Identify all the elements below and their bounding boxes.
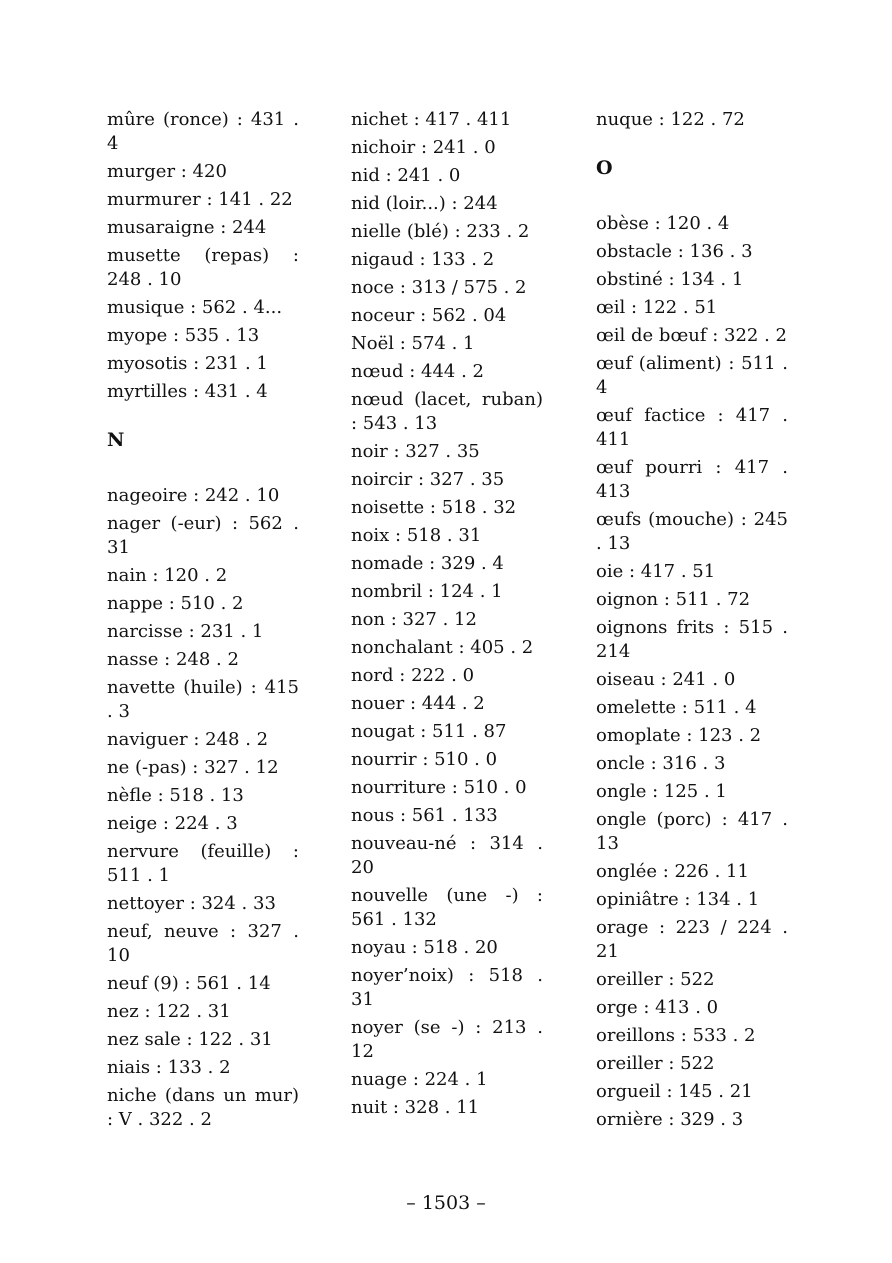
- index-entry: nigaud : 133 . 2: [351, 249, 495, 270]
- index-entry: oncle : 316 . 3: [596, 753, 726, 774]
- index-entry: orge : 413 . 0: [596, 997, 719, 1018]
- index-entry: nuage : 224 . 1: [351, 1069, 488, 1090]
- index-entry: omelette : 511 . 4: [596, 697, 757, 718]
- index-entry: noisette : 518 . 32: [351, 497, 517, 518]
- index-entry: nord : 222 . 0: [351, 665, 475, 686]
- index-entry: nuque : 122 . 72: [596, 109, 745, 130]
- index-entry: ongle (porc) : 417 . 13: [596, 809, 788, 854]
- index-entry: nouveau-né : 314 . 20: [351, 833, 543, 878]
- index-entry: murger : 420: [107, 161, 227, 182]
- index-entry: nombril : 124 . 1: [351, 581, 503, 602]
- index-entry: noceur : 562 . 04: [351, 305, 507, 326]
- index-entry: nomade : 329 . 4: [351, 553, 504, 574]
- index-entry: neuf (9) : 561 . 14: [107, 973, 271, 994]
- index-column-1: [107, 108, 299, 1136]
- index-entry: noce : 313 / 575 . 2: [351, 277, 527, 298]
- page-number: – 1503 –: [406, 1192, 486, 1214]
- index-entry: nougat : 511 . 87: [351, 721, 507, 742]
- index-entry: omoplate : 123 . 2: [596, 725, 762, 746]
- index-entry: ongle : 125 . 1: [596, 781, 727, 802]
- index-entry: murmurer : 141 . 22: [107, 189, 293, 210]
- index-entry: oiseau : 241 . 0: [596, 669, 736, 690]
- index-entry: nain : 120 . 2: [107, 565, 228, 586]
- index-entry: ornière : 329 . 3: [596, 1109, 744, 1130]
- index-entry: œuf factice : 417 . 411: [596, 405, 788, 450]
- index-entry: non : 327 . 12: [351, 609, 477, 630]
- index-entry: nez sale : 122 . 31: [107, 1029, 273, 1050]
- index-entry: ne (-pas) : 327 . 12: [107, 757, 279, 778]
- index-entry: nasse : 248 . 2: [107, 649, 239, 670]
- index-entry: nappe : 510 . 2: [107, 593, 244, 614]
- index-entry: musaraigne : 244: [107, 217, 267, 238]
- index-entry: œil : 122 . 51: [596, 297, 718, 318]
- index-entry: oreiller : 522: [596, 969, 715, 990]
- index-entry: oreillons : 533 . 2: [596, 1025, 756, 1046]
- index-entry: nichoir : 241 . 0: [351, 137, 496, 158]
- section-letter-heading: O: [596, 157, 613, 179]
- section-letter-heading: N: [107, 429, 125, 451]
- index-entry: nourrir : 510 . 0: [351, 749, 498, 770]
- index-entry: oignon : 511 . 72: [596, 589, 751, 610]
- index-entry: musette (repas) : 248 . 10: [107, 245, 299, 290]
- index-entry: obstacle : 136 . 3: [596, 241, 753, 262]
- index-entry: noyau : 518 . 20: [351, 937, 498, 958]
- index-entry: neige : 224 . 3: [107, 813, 238, 834]
- index-entry: noir : 327 . 35: [351, 441, 480, 462]
- index-entry: nœud (lacet, ruban) : 543 . 13: [351, 389, 543, 434]
- index-entry: orgueil : 145 . 21: [596, 1081, 753, 1102]
- index-entry: mûre (ronce) : 431 . 4: [107, 109, 299, 154]
- index-entry: oreiller : 522: [596, 1053, 715, 1074]
- index-entry: narcisse : 231 . 1: [107, 621, 264, 642]
- index-entry: navette (huile) : 415 . 3: [107, 677, 299, 722]
- index-entry: nourriture : 510 . 0: [351, 777, 527, 798]
- index-entry: œuf pourri : 417 . 413: [596, 457, 788, 502]
- index-entry: obèse : 120 . 4: [596, 213, 730, 234]
- index-entry: obstiné : 134 . 1: [596, 269, 744, 290]
- index-entry: œuf (aliment) : 511 . 4: [596, 353, 788, 398]
- index-entry: myrtilles : 431 . 4: [107, 381, 268, 402]
- index-entry: oignons frits : 515 . 214: [596, 617, 788, 662]
- index-entry: nielle (blé) : 233 . 2: [351, 221, 530, 242]
- index-column-3: [596, 108, 788, 1136]
- index-entry: nouer : 444 . 2: [351, 693, 485, 714]
- index-entry: nouvelle (une -) : 561 . 132: [351, 885, 543, 930]
- index-entry: neuf, neuve : 327 . 10: [107, 921, 299, 966]
- index-entry: myosotis : 231 . 1: [107, 353, 268, 374]
- index-entry: nez : 122 . 31: [107, 1001, 231, 1022]
- index-entry: nageoire : 242 . 10: [107, 485, 280, 506]
- index-entry: nuit : 328 . 11: [351, 1097, 480, 1118]
- index-entry: noix : 518 . 31: [351, 525, 482, 546]
- index-entry: niais : 133 . 2: [107, 1057, 231, 1078]
- index-entry: opiniâtre : 134 . 1: [596, 889, 760, 910]
- index-entry: naviguer : 248 . 2: [107, 729, 269, 750]
- index-column-2: [351, 108, 543, 1124]
- index-entry: nervure (feuille) : 511 . 1: [107, 841, 299, 886]
- index-entry: noyer (se -) : 213 . 12: [351, 1017, 543, 1062]
- index-entry: nœud : 444 . 2: [351, 361, 484, 382]
- index-entry: noyer’noix) : 518 . 31: [351, 965, 543, 1010]
- index-entry: nid (loir...) : 244: [351, 193, 498, 214]
- index-entry: nous : 561 . 133: [351, 805, 498, 826]
- index-entry: œufs (mouche) : 245 . 13: [596, 509, 788, 554]
- index-entry: oie : 417 . 51: [596, 561, 716, 582]
- index-entry: nager (-eur) : 562 . 31: [107, 513, 299, 558]
- index-entry: onglée : 226 . 11: [596, 861, 749, 882]
- index-entry: Noël : 574 . 1: [351, 333, 475, 354]
- index-entry: nid : 241 . 0: [351, 165, 461, 186]
- index-entry: orage : 223 / 224 . 21: [596, 917, 788, 962]
- index-entry: nèfle : 518 . 13: [107, 785, 244, 806]
- index-entry: nettoyer : 324 . 33: [107, 893, 276, 914]
- index-entry: myope : 535 . 13: [107, 325, 260, 346]
- index-entry: œil de bœuf : 322 . 2: [596, 325, 787, 346]
- index-entry: niche (dans un mur) : V . 322 . 2: [107, 1085, 299, 1130]
- index-entry: nichet : 417 . 411: [351, 109, 512, 130]
- index-entry: nonchalant : 405 . 2: [351, 637, 534, 658]
- index-entry: musique : 562 . 4...: [107, 297, 283, 318]
- index-entry: noircir : 327 . 35: [351, 469, 505, 490]
